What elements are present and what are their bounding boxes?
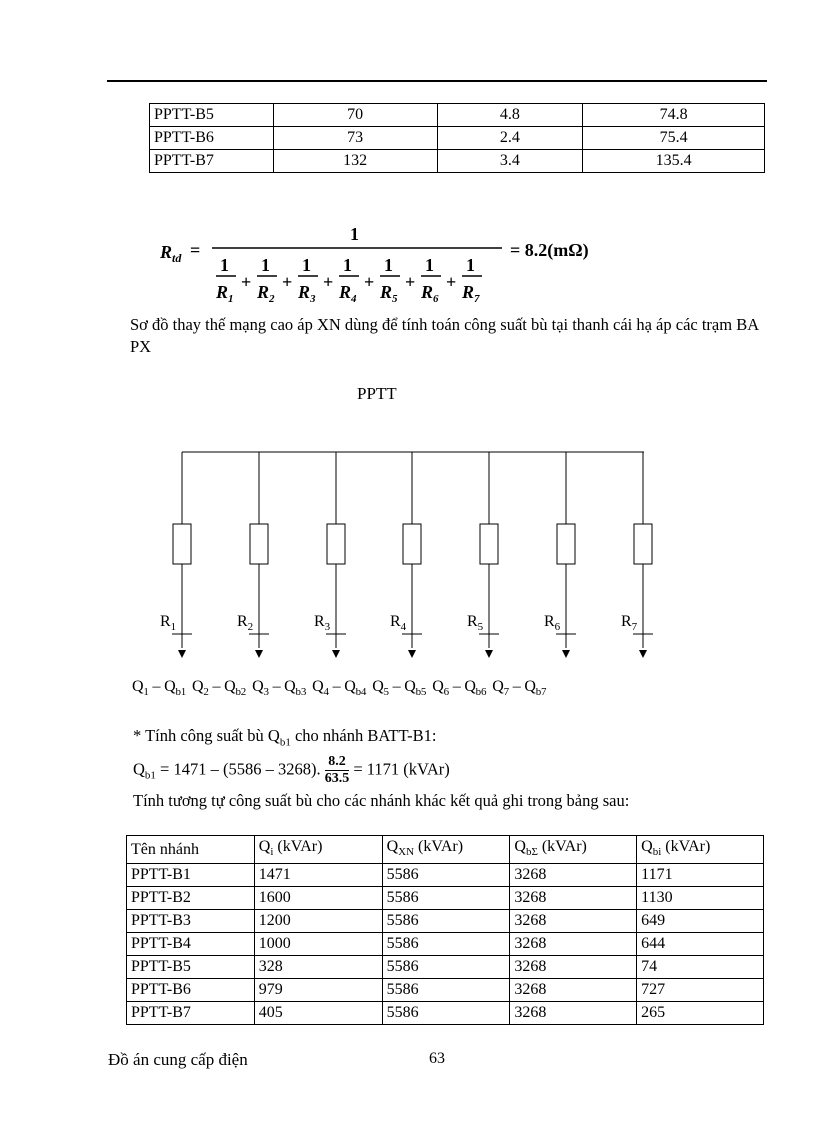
q-sub: b7 — [535, 686, 547, 699]
term-plus: + — [282, 272, 293, 292]
row-value: 75.4 — [583, 127, 765, 150]
table-cell: 5586 — [382, 887, 510, 910]
top-table-body — [150, 104, 765, 173]
q-text: – — [328, 678, 345, 695]
page-number: 63 — [429, 1050, 445, 1067]
q-sub: b4 — [355, 686, 367, 699]
q-text: Q — [372, 678, 384, 695]
table-cell: 979 — [254, 979, 382, 1002]
resistor-label: $R_5$ — [467, 613, 484, 633]
table-cell: 5586 — [382, 864, 510, 887]
term-denominator: $R_2$ — [257, 282, 275, 305]
p3-fraction — [325, 754, 350, 787]
q-text: – — [508, 678, 525, 695]
top-table — [149, 103, 765, 173]
q-text: Q — [224, 678, 236, 695]
term-denominator: $R_7$ — [462, 282, 480, 305]
resistor-symbol — [250, 524, 268, 564]
term-plus: + — [405, 272, 416, 292]
column-header: $Q_{bi}$ (kVAr) — [637, 836, 764, 864]
resistor-label: $R_7$ — [621, 613, 638, 633]
q-text: Q — [312, 678, 324, 695]
q-sub: b2 — [235, 686, 247, 699]
arrow-down-icon — [332, 650, 340, 658]
term-numerator: 1 — [425, 255, 434, 275]
pptt-label: PPTT — [357, 384, 397, 403]
arrow-down-icon — [178, 650, 186, 658]
table-cell: 3268 — [510, 1002, 637, 1025]
branch-name: PPTT-B7 — [127, 1002, 255, 1025]
q-text: Q — [464, 678, 476, 695]
q-label — [192, 678, 247, 699]
q-sub: 7 — [503, 686, 509, 699]
q-label — [372, 678, 427, 699]
table-cell: 5586 — [382, 979, 510, 1002]
table-cell: 74 — [637, 956, 764, 979]
table-cell: 5586 — [382, 1002, 510, 1025]
q-text: – — [388, 678, 405, 695]
top-table-row — [150, 127, 765, 150]
column-header: Tên nhánh — [127, 836, 255, 864]
q-sub: b3 — [295, 686, 307, 699]
q-text: Q — [492, 678, 504, 695]
q-sub: 4 — [323, 686, 329, 699]
term-denominator: $R_1$ — [216, 282, 234, 305]
q-label — [492, 678, 547, 699]
branch-name: PPTT-B6 — [127, 979, 255, 1002]
term-numerator: 1 — [343, 255, 352, 275]
diagram-svg — [140, 440, 680, 670]
paragraph-compensation-title — [133, 725, 436, 753]
p2-sub: b1 — [279, 736, 291, 749]
resistor-label: $R_3$ — [314, 613, 331, 633]
table-cell: 1200 — [254, 910, 382, 933]
term-numerator: 1 — [261, 255, 270, 275]
term-denominator: $R_6$ — [421, 282, 439, 305]
table-cell: 1171 — [637, 864, 764, 887]
q-sub: b6 — [475, 686, 487, 699]
resistor-label: $R_2$ — [237, 613, 254, 633]
table-cell: 3268 — [510, 933, 637, 956]
formula-svg — [160, 218, 630, 313]
formula-lhs: $R_{td}$ — [160, 242, 182, 265]
term-denominator: $R_3$ — [298, 282, 316, 305]
table-cell: 405 — [254, 1002, 382, 1025]
resistor-symbol — [557, 524, 575, 564]
table-row — [127, 933, 764, 956]
compensation-table-body — [127, 864, 764, 1025]
p3-frac-num: 8.2 — [325, 754, 350, 771]
table-cell: 1130 — [637, 887, 764, 910]
q-labels-line — [132, 678, 552, 698]
resistor-label: $R_6$ — [544, 613, 561, 633]
q-label — [252, 678, 307, 699]
row-value: 3.4 — [437, 150, 583, 173]
q-text: Q — [524, 678, 536, 695]
row-label: PPTT-B5 — [150, 104, 274, 127]
branch-name: PPTT-B3 — [127, 910, 255, 933]
q-label — [432, 678, 487, 699]
table-cell: 1000 — [254, 933, 382, 956]
formula-terms — [215, 255, 482, 305]
table-cell: 5586 — [382, 956, 510, 979]
q-text: Q — [404, 678, 416, 695]
q-text: Q — [132, 678, 144, 695]
term-numerator: 1 — [302, 255, 311, 275]
table-cell: 3268 — [510, 910, 637, 933]
equivalent-resistance-formula — [160, 218, 630, 313]
q-label — [312, 678, 367, 699]
q-text: – — [208, 678, 225, 695]
q-text: Q — [252, 678, 264, 695]
branch-name: PPTT-B5 — [127, 956, 255, 979]
p3-mid: = 1471 – (5586 – 3268). — [155, 759, 321, 779]
row-label: PPTT-B6 — [150, 127, 274, 150]
q-text: Q — [284, 678, 296, 695]
q-sub: 5 — [383, 686, 389, 699]
column-header: $Q_{b\Sigma}$ (kVAr) — [510, 836, 637, 864]
formula-result: = 8.2(mΩ) — [510, 240, 589, 260]
table-row — [127, 956, 764, 979]
q-sub: b1 — [175, 686, 187, 699]
table-cell: 3268 — [510, 979, 637, 1002]
resistor-label: $R_1$ — [160, 613, 177, 633]
term-numerator: 1 — [220, 255, 229, 275]
resistor-symbol — [327, 524, 345, 564]
branch-name: PPTT-B4 — [127, 933, 255, 956]
q-text: – — [448, 678, 465, 695]
branch-name: PPTT-B1 — [127, 864, 255, 887]
term-denominator: $R_4$ — [339, 282, 357, 305]
term-plus: + — [364, 272, 375, 292]
resistor-symbol — [403, 524, 421, 564]
top-table-row — [150, 150, 765, 173]
q-text: Q — [432, 678, 444, 695]
term-numerator: 1 — [466, 255, 475, 275]
formula-numerator: 1 — [350, 224, 359, 244]
term-numerator: 1 — [384, 255, 393, 275]
p2-prefix: * Tính công suất bù Q — [133, 726, 280, 745]
paragraph-description: Sơ đồ thay thế mạng cao áp XN dùng để tính toán công suất bù tại thanh cái hạ áp các trạm BA PX — [130, 315, 759, 356]
row-value: 4.8 — [437, 104, 583, 127]
q-text: Q — [344, 678, 356, 695]
table-cell: 649 — [637, 910, 764, 933]
table-row — [127, 864, 764, 887]
q-sub: 1 — [143, 686, 149, 699]
table-cell: 3268 — [510, 887, 637, 910]
q-text: – — [148, 678, 165, 695]
q-label — [132, 678, 187, 699]
resistor-symbol — [634, 524, 652, 564]
compensation-table-header — [127, 836, 764, 864]
branch-name: PPTT-B2 — [127, 887, 255, 910]
formula-equals: = — [190, 240, 201, 260]
q-text: Q — [192, 678, 204, 695]
p3-lhs: Q — [133, 759, 145, 779]
term-plus: + — [446, 272, 457, 292]
column-header: $Q_i$ (kVAr) — [254, 836, 382, 864]
table-cell: 265 — [637, 1002, 764, 1025]
top-table-row — [150, 104, 765, 127]
table-cell: 3268 — [510, 956, 637, 979]
table-cell: 1600 — [254, 887, 382, 910]
table-row — [127, 1002, 764, 1025]
compensation-table — [126, 835, 764, 1025]
table-row — [127, 979, 764, 1002]
row-value: 70 — [273, 104, 437, 127]
p3-frac-den: 63.5 — [324, 771, 350, 786]
q-text: Q — [164, 678, 176, 695]
table-cell: 5586 — [382, 933, 510, 956]
table-row — [127, 887, 764, 910]
row-value: 135.4 — [583, 150, 765, 173]
q-text: – — [268, 678, 285, 695]
column-header: $Q_{XN}$ (kVAr) — [382, 836, 510, 864]
arrow-down-icon — [485, 650, 493, 658]
arrow-down-icon — [562, 650, 570, 658]
table-cell: 644 — [637, 933, 764, 956]
paragraph-compensation-calc — [133, 754, 450, 787]
q-sub: 6 — [443, 686, 449, 699]
row-value: 2.4 — [437, 127, 583, 150]
term-denominator: $R_5$ — [380, 282, 398, 305]
network-diagram — [140, 440, 680, 670]
footer-title: Đồ án cung cấp điện — [108, 1050, 248, 1069]
table-cell: 5586 — [382, 910, 510, 933]
header-rule — [107, 80, 767, 82]
table-cell: 1471 — [254, 864, 382, 887]
resistor-label: $R_4$ — [390, 613, 407, 633]
term-plus: + — [241, 272, 252, 292]
paragraph-table-intro: Tính tương tự công suất bù cho các nhánh khác kết quả ghi trong bảng sau: — [133, 791, 630, 810]
q-sub: b5 — [415, 686, 427, 699]
p3-rhs: = 1171 (kVAr) — [353, 759, 450, 779]
term-plus: + — [323, 272, 334, 292]
table-row — [127, 910, 764, 933]
q-sub: 3 — [263, 686, 269, 699]
row-label: PPTT-B7 — [150, 150, 274, 173]
resistor-symbol — [480, 524, 498, 564]
arrow-down-icon — [639, 650, 647, 658]
table-cell: 3268 — [510, 864, 637, 887]
row-value: 74.8 — [583, 104, 765, 127]
arrow-down-icon — [255, 650, 263, 658]
table-cell: 727 — [637, 979, 764, 1002]
resistor-symbol — [173, 524, 191, 564]
row-value: 73 — [273, 127, 437, 150]
p3-lhs-sub: b1 — [144, 769, 156, 782]
table-cell: 328 — [254, 956, 382, 979]
arrow-down-icon — [408, 650, 416, 658]
row-value: 132 — [273, 150, 437, 173]
p2-suffix: cho nhánh BATT-B1: — [290, 726, 437, 745]
q-sub: 2 — [203, 686, 209, 699]
